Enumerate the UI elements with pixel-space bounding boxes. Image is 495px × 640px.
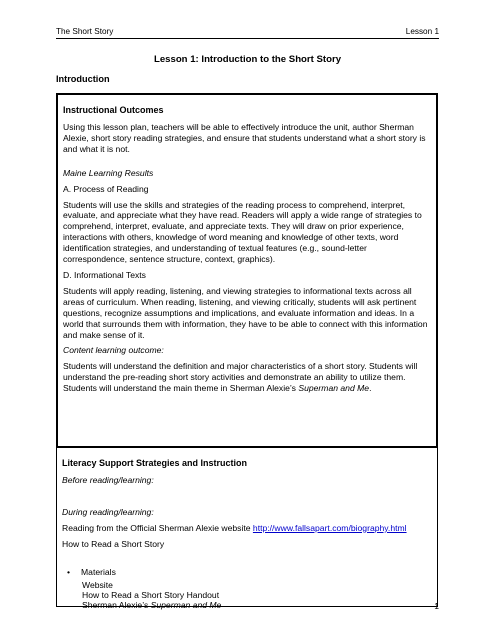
page-number: 1 [434,601,439,611]
material-item: How to Read a Short Story Handout [82,589,220,600]
header-left: The Short Story [56,27,114,36]
running-header [56,27,439,39]
reading-source-line: Reading from the Official Sherman Alexie website http://www.fallsapart.com/biography.html [62,522,407,533]
process-reading-body: Students will use the skills and strategies of the reading process to comprehend, interpret, evaluate, and appreciate what they have read. Readers will apply a wide range of strategies to comprehend, interpret, evaluate, and appreciate texts. They will draw on prior experience, interactions with others, knowledge of word meaning and knowledge of other texts, word identification strategies, and understanding of textual features (e.g., sound-letter correspondence, sentence structure, context, graphics). [63,199,422,265]
introduction-heading: Introduction [56,74,110,84]
literacy-support-box [56,447,438,611]
page-title: Lesson 1: Introduction to the Short Story [153,54,342,65]
content-outcome-label: Content learning outcome: [63,345,164,356]
alexie-website-link[interactable]: http://www.fallsapart.com/biography.html [252,522,407,533]
process-reading-label: A. Process of Reading [63,183,149,194]
materials-label: Materials [81,566,116,577]
informational-texts-label: D. Informational Texts [63,269,146,280]
content-outcome-body: Students will understand the definition and major characteristics of a short story. Students will understand the pre-reading short story activities and demonstrate an ability to utilize them. Students will understand the main theme in Sherman Alexie’s Superman and Me. [63,361,418,394]
informational-texts-body: Students will apply reading, listening, and viewing strategies to informational texts across all areas of curriculum. When reading, listening, and viewing critically, students will ask pertinent questions, recognize assumptions and implications, and evaluate information and ideas. In a world that surrounds them with information, they have to be able to connect with this information and make sense of it. [63,285,428,340]
instructional-outcomes-box [56,93,438,447]
before-reading-label: Before reading/learning: [62,475,154,485]
header-right: Lesson 1 [405,27,439,36]
materials-list [82,580,432,611]
during-reading-label: During reading/learning: [62,506,154,517]
outcomes-heading: Instructional Outcomes [63,105,164,115]
literacy-heading: Literacy Support Strategies and Instruction [62,458,248,468]
mlr-label: Maine Learning Results [63,167,154,178]
outcomes-body: Using this lesson plan, teachers will be able to effectively introduce the unit, author Sherman Alexie, short story reading strategies, and ensure that students understand what a short story is and what it is not. [63,122,426,154]
bullet-icon: • [67,566,71,577]
materials-bullet [67,567,432,578]
how-to-read-line: How to Read a Short Story [62,538,165,549]
material-item: Website [82,579,113,590]
material-item-book: Sherman Alexie’s Superman and Me [82,600,222,611]
